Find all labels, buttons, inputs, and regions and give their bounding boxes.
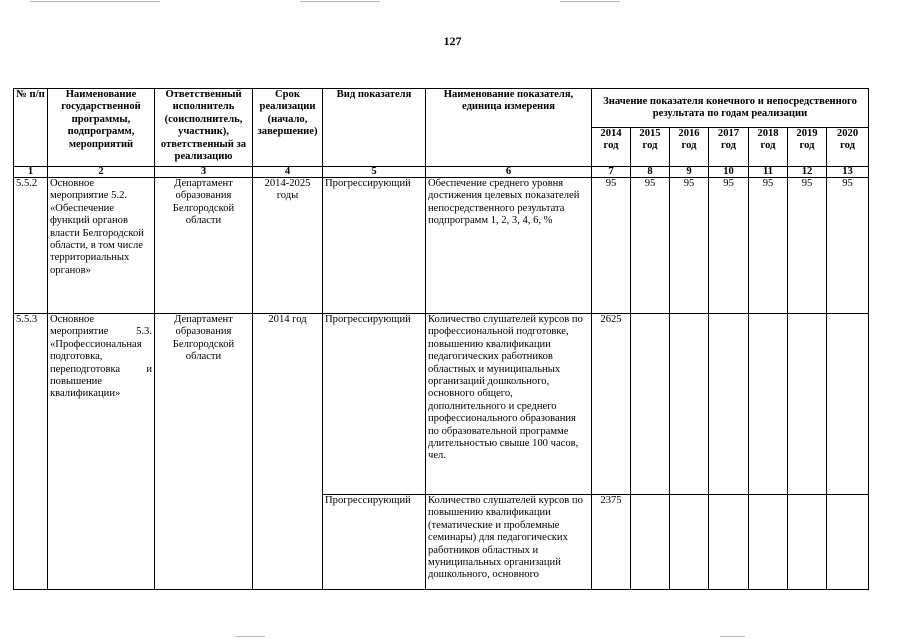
column-number-row	[14, 167, 869, 178]
indicators-table	[13, 88, 869, 590]
table-row	[14, 314, 869, 495]
header-year: 2017 год	[709, 128, 749, 167]
scan-artifact-bottom	[720, 636, 745, 637]
row-indicator-name: Количество слушателей курсов по повышению квалификации (тематические и проблемные семинары) для педагогических работников областных и муниципальных организаций дошкольного, основного	[426, 495, 592, 590]
header-col-values-by-year: Значение показателя конечного и непосредственного результата по годам реализации	[592, 89, 869, 128]
scan-artifact-top	[30, 1, 160, 2]
table-row	[14, 178, 869, 314]
column-number: 10	[709, 167, 749, 178]
row-value: 95	[827, 178, 869, 314]
row-responsible: Департамент образования Белгородской области	[155, 314, 253, 590]
column-number: 2	[48, 167, 155, 178]
row-period: 2014-2025 годы	[253, 178, 323, 314]
header-year: 2015 год	[631, 128, 670, 167]
header-col-indicator-kind: Вид показателя	[323, 89, 426, 167]
row-value: 95	[670, 178, 709, 314]
header-col-responsible: Ответственный исполнитель (соисполнитель, участник), ответственный за реализацию	[155, 89, 253, 167]
scan-artifact-bottom	[235, 636, 265, 637]
row-responsible: Департамент образования Белгородской области	[155, 178, 253, 314]
row-value	[709, 314, 749, 495]
row-program-name: Основное мероприятие 5.3. «Профессиональная подготовка, переподготовка и повышение квалификации»	[48, 314, 155, 590]
row-number: 5.5.3	[14, 314, 48, 590]
row-indicator-name: Обеспечение среднего уровня достижения целевых показателей непосредственного результата подпрограмм 1, 2, 3, 4, 6, %	[426, 178, 592, 314]
column-number: 6	[426, 167, 592, 178]
row-indicator-kind: Прогрессирующий	[323, 495, 426, 590]
header-col-indicator-name: Наименование показателя, единица измерения	[426, 89, 592, 167]
row-period: 2014 год	[253, 314, 323, 590]
header-year: 2016 год	[670, 128, 709, 167]
row-value: 95	[788, 178, 827, 314]
column-number: 1	[14, 167, 48, 178]
row-value	[749, 314, 788, 495]
row-value: 95	[749, 178, 788, 314]
column-number: 4	[253, 167, 323, 178]
scan-artifact-top	[300, 1, 380, 2]
row-value	[788, 314, 827, 495]
scan-artifact-top	[560, 1, 620, 2]
header-year: 2018 год	[749, 128, 788, 167]
column-number: 7	[592, 167, 631, 178]
column-number: 3	[155, 167, 253, 178]
column-number: 8	[631, 167, 670, 178]
row-value	[788, 495, 827, 590]
header-row	[14, 89, 869, 128]
header-year: 2019 год	[788, 128, 827, 167]
column-number: 5	[323, 167, 426, 178]
row-value	[709, 495, 749, 590]
row-value	[631, 314, 670, 495]
column-number: 13	[827, 167, 869, 178]
row-indicator-kind: Прогрессирующий	[323, 314, 426, 495]
column-number: 9	[670, 167, 709, 178]
row-value: 2625	[592, 314, 631, 495]
column-number: 11	[749, 167, 788, 178]
header-col-program-name: Наименование государственной программы, подпрограмм, мероприятий	[48, 89, 155, 167]
row-indicator-kind: Прогрессирующий	[323, 178, 426, 314]
row-value: 95	[709, 178, 749, 314]
row-value	[631, 495, 670, 590]
row-value	[670, 314, 709, 495]
row-value	[670, 495, 709, 590]
column-number: 12	[788, 167, 827, 178]
row-indicator-name: Количество слушателей курсов по профессиональной подготовке, повышению квалификации педагогических работников областных и муниципальных организаций дошкольного, основного общего, дополнительного и среднего профессионального образования по образовательной программе длительностью свыше 100 часов, чел.	[426, 314, 592, 495]
header-col-period: Срок реализации (начало, завершение)	[253, 89, 323, 167]
header-year: 2020 год	[827, 128, 869, 167]
row-value	[827, 495, 869, 590]
page-number: 127	[443, 34, 462, 48]
row-value	[827, 314, 869, 495]
header-year: 2014 год	[592, 128, 631, 167]
row-value: 95	[592, 178, 631, 314]
row-value	[749, 495, 788, 590]
row-value: 95	[631, 178, 670, 314]
row-number: 5.5.2	[14, 178, 48, 314]
row-value: 2375	[592, 495, 631, 590]
header-col-number: № п/п	[14, 89, 48, 167]
row-program-name: Основное мероприятие 5.2. «Обеспечение функций органов власти Белгородской области, в том числе территориальных органов»	[48, 178, 155, 314]
